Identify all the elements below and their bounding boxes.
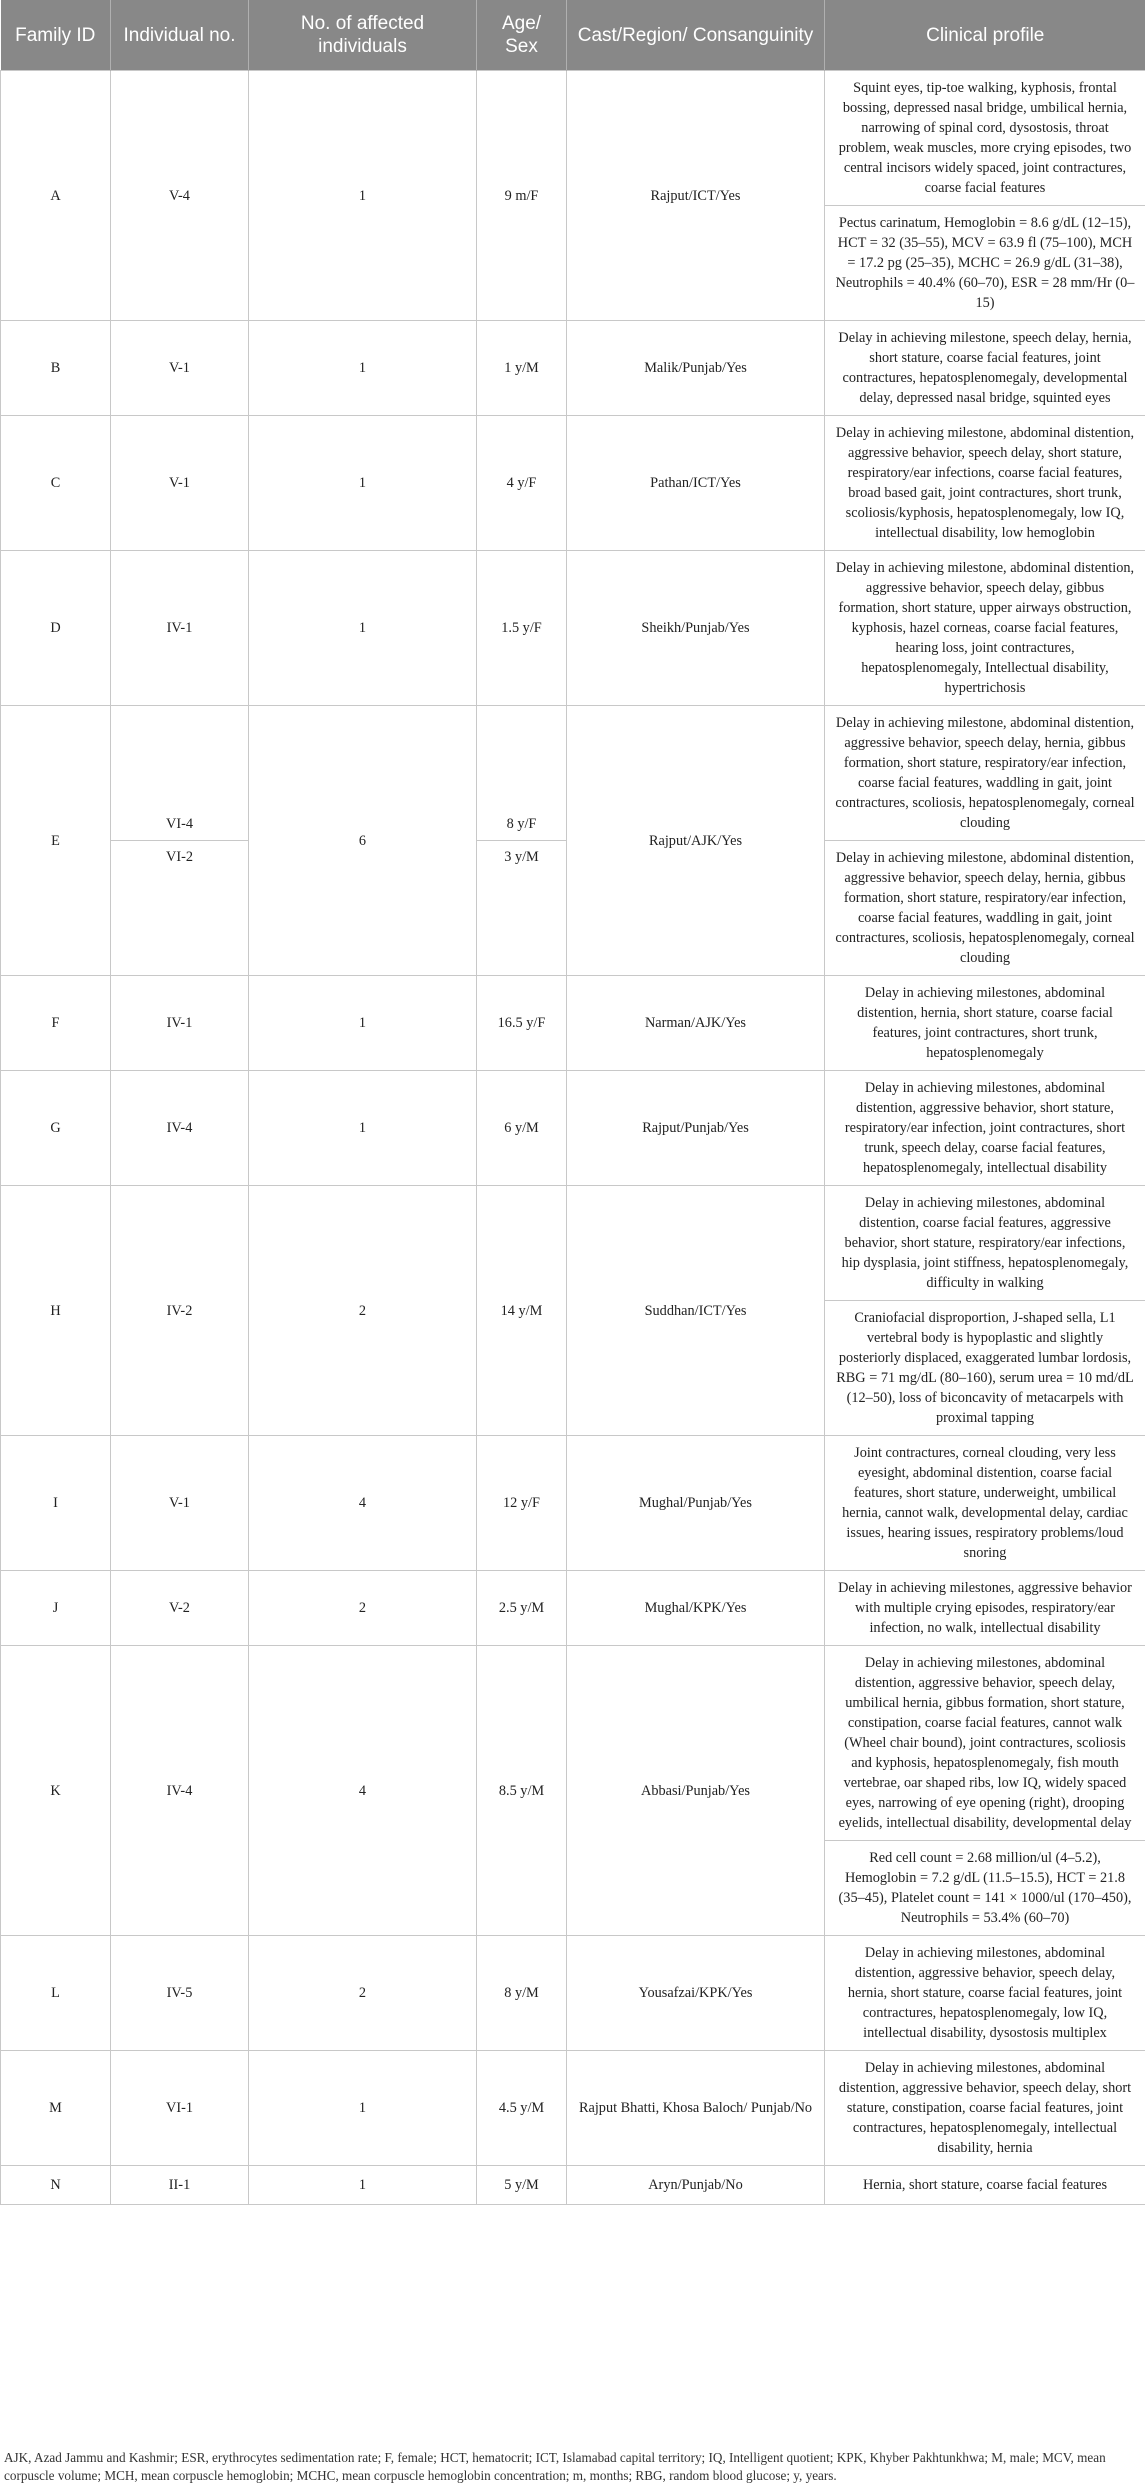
table-row	[1, 71, 1145, 206]
table-row	[1, 416, 1145, 551]
family-id-cell: L	[1, 1936, 111, 2051]
family-id-cell: A	[1, 71, 111, 321]
table-footnote: AJK, Azad Jammu and Kashmir; ESR, erythrocytes sedimentation rate; F, female; HCT, hematocrit; ICT, Islamabad capital territory; IQ, Intelligent quotient; KPK, Khyber Pakhtunkhwa; M, male; MCV, mean corpuscle volume; MCH, mean corpuscle hemoglobin; MCHC, mean corpuscle hemoglobin concentration; m, months; RBG, random blood glucose; y, years.	[4, 2450, 1106, 2483]
individual-cell: IV-1	[111, 551, 249, 706]
clinical-cell: Pectus carinatum, Hemoglobin = 8.6 g/dL (12–15), HCT = 32 (35–55), MCV = 63.9 fl (75–100), MCH = 17.2 pg (25–35), MCHC = 26.9 g/dL (31–38), Neutrophils = 40.4% (60–70), ESR = 28 mm/Hr (0–15)	[825, 206, 1145, 321]
affected-cell: 6	[249, 706, 477, 976]
individual-cell: V-1	[111, 1436, 249, 1571]
table-row	[1, 976, 1145, 1071]
family-id-cell: D	[1, 551, 111, 706]
age-sex-cell: 1.5 y/F	[477, 551, 567, 706]
table-row	[1, 2166, 1145, 2205]
header-age-sex: Age/ Sex	[477, 0, 567, 71]
age-sex-cell: 4.5 y/M	[477, 2051, 567, 2166]
age-sex-cell: 14 y/M	[477, 1186, 567, 1436]
age-sex-cell: 16.5 y/F	[477, 976, 567, 1071]
clinical-cell: Delay in achieving milestone, abdominal distention, aggressive behavior, speech delay, short stature, respiratory/ear infections, coarse facial features, broad based gait, joint contractures, short trunk, scoliosis/kyphosis, hepatosplenomegaly, low IQ, intellectual disability, low hemoglobin	[825, 416, 1145, 551]
age-sex-cell: 8 y/F	[477, 706, 567, 841]
family-id-cell: N	[1, 2166, 111, 2205]
cast-cell: Sheikh/Punjab/Yes	[567, 551, 825, 706]
age-sex-cell: 8.5 y/M	[477, 1646, 567, 1936]
clinical-cell: Delay in achieving milestones, abdominal distention, hernia, short stature, coarse facial features, joint contractures, short trunk, hepatosplenomegaly	[825, 976, 1145, 1071]
affected-cell: 2	[249, 1186, 477, 1436]
clinical-cell: Delay in achieving milestone, speech delay, hernia, short stature, coarse facial features, joint contractures, hepatosplenomegaly, developmental delay, depressed nasal bridge, squinted eyes	[825, 321, 1145, 416]
individual-cell: V-1	[111, 416, 249, 551]
header-individual-no: Individual no.	[111, 0, 249, 71]
clinical-cell: Delay in achieving milestones, aggressive behavior with multiple crying episodes, respiratory/ear infection, no walk, intellectual disability	[825, 1571, 1145, 1646]
individual-cell: V-4	[111, 71, 249, 321]
individual-cell: V-1	[111, 321, 249, 416]
individual-cell: VI-1	[111, 2051, 249, 2166]
individual-cell: IV-2	[111, 1186, 249, 1436]
cast-cell: Narman/AJK/Yes	[567, 976, 825, 1071]
cast-cell: Malik/Punjab/Yes	[567, 321, 825, 416]
family-id-cell: H	[1, 1186, 111, 1436]
family-id-cell: M	[1, 2051, 111, 2166]
header-clinical-profile: Clinical profile	[825, 0, 1145, 71]
age-sex-cell: 2.5 y/M	[477, 1571, 567, 1646]
clinical-cell: Joint contractures, corneal clouding, very less eyesight, abdominal distention, coarse facial features, short stature, underweight, umbilical hernia, cannot walk, developmental delay, cardiac issues, hearing issues, respiratory problems/loud snoring	[825, 1436, 1145, 1571]
cast-cell: Rajput/AJK/Yes	[567, 706, 825, 976]
individual-cell: IV-5	[111, 1936, 249, 2051]
table-row	[1, 1436, 1145, 1571]
age-sex-cell: 12 y/F	[477, 1436, 567, 1571]
affected-cell: 4	[249, 1436, 477, 1571]
table-row	[1, 1186, 1145, 1301]
family-id-cell: K	[1, 1646, 111, 1936]
family-id-cell: C	[1, 416, 111, 551]
table-row	[1, 1646, 1145, 1841]
header-cast-region: Cast/Region/ Consanguinity	[567, 0, 825, 71]
affected-cell: 1	[249, 321, 477, 416]
clinical-cell: Delay in achieving milestone, abdominal distention, aggressive behavior, speech delay, hernia, gibbus formation, short stature, respiratory/ear infection, coarse facial features, waddling in gait, joint contractures, scoliosis, hepatosplenomegaly, corneal clouding	[825, 706, 1145, 841]
table-row	[1, 321, 1145, 416]
cast-cell: Mughal/KPK/Yes	[567, 1571, 825, 1646]
header-family-id: Family ID	[1, 0, 111, 71]
cast-cell: Suddhan/ICT/Yes	[567, 1186, 825, 1436]
cast-cell: Rajput/ICT/Yes	[567, 71, 825, 321]
age-sex-cell: 1 y/M	[477, 321, 567, 416]
cast-cell: Aryn/Punjab/No	[567, 2166, 825, 2205]
affected-cell: 4	[249, 1646, 477, 1936]
individual-cell: V-2	[111, 1571, 249, 1646]
affected-cell: 1	[249, 71, 477, 321]
family-id-cell: E	[1, 706, 111, 976]
clinical-cell: Red cell count = 2.68 million/ul (4–5.2), Hemoglobin = 7.2 g/dL (11.5–15.5), HCT = 21.8 (35–45), Platelet count = 141 × 1000/ul (170–450), Neutrophils = 53.4% (60–70)	[825, 1841, 1145, 1936]
clinical-cell: Craniofacial disproportion, J-shaped sella, L1 vertebral body is hypoplastic and slightly posteriorly displaced, exaggerated lumbar lordosis, RBG = 71 mg/dL (80–160), serum urea = 10 md/dL (12–50), loss of biconcavity of metacarpels with proximal tapping	[825, 1301, 1145, 1436]
age-sex-cell: 5 y/M	[477, 2166, 567, 2205]
family-id-cell: F	[1, 976, 111, 1071]
individual-cell: VI-4	[111, 706, 249, 841]
clinical-cell: Delay in achieving milestone, abdominal distention, aggressive behavior, speech delay, gibbus formation, short stature, upper airways obstruction, kyphosis, hazel corneas, coarse facial features, hearing loss, joint contractures, hepatosplenomegaly, Intellectual disability, hypertrichosis	[825, 551, 1145, 706]
affected-cell: 1	[249, 416, 477, 551]
affected-cell: 1	[249, 551, 477, 706]
header-row	[1, 0, 1145, 71]
affected-cell: 1	[249, 1071, 477, 1186]
cast-cell: Pathan/ICT/Yes	[567, 416, 825, 551]
table-row	[1, 1071, 1145, 1186]
clinical-cell: Squint eyes, tip-toe walking, kyphosis, frontal bossing, depressed nasal bridge, umbilical hernia, narrowing of spinal cord, dysostosis, throat problem, weak muscles, more crying episodes, two central incisors widely spaced, joint contractures, coarse facial features	[825, 71, 1145, 206]
table-row	[1, 1936, 1145, 2051]
family-id-cell: G	[1, 1071, 111, 1186]
cast-cell: Rajput/Punjab/Yes	[567, 1071, 825, 1186]
individual-cell: IV-4	[111, 1646, 249, 1936]
affected-cell: 2	[249, 1936, 477, 2051]
family-id-cell: I	[1, 1436, 111, 1571]
family-id-cell: J	[1, 1571, 111, 1646]
age-sex-cell: 9 m/F	[477, 71, 567, 321]
clinical-cell: Delay in achieving milestones, abdominal distention, aggressive behavior, speech delay, hernia, short stature, coarse facial features, joint contractures, hepatosplenomegaly, low IQ, intellectual disability, dysostosis multiplex	[825, 1936, 1145, 2051]
individual-cell: IV-4	[111, 1071, 249, 1186]
age-sex-cell: 8 y/M	[477, 1936, 567, 2051]
clinical-cell: Delay in achieving milestones, abdominal distention, aggressive behavior, short stature, respiratory/ear infection, joint contractures, short trunk, speech delay, coarse facial features, hepatosplenomegaly, intellectual disability	[825, 1071, 1145, 1186]
affected-cell: 2	[249, 1571, 477, 1646]
clinical-cell: Delay in achieving milestones, abdominal distention, aggressive behavior, speech delay, short stature, constipation, coarse facial features, joint contractures, hepatosplenomegaly, intellectual disability, hernia	[825, 2051, 1145, 2166]
cast-cell: Yousafzai/KPK/Yes	[567, 1936, 825, 2051]
age-sex-cell: 4 y/F	[477, 416, 567, 551]
individual-cell: VI-2	[111, 841, 249, 976]
affected-cell: 1	[249, 2166, 477, 2205]
age-sex-cell: 6 y/M	[477, 1071, 567, 1186]
table-row	[1, 706, 1145, 841]
clinical-cell: Delay in achieving milestone, abdominal distention, aggressive behavior, speech delay, hernia, gibbus formation, short stature, respiratory/ear infection, coarse facial features, waddling in gait, joint contractures, scoliosis, hepatosplenomegaly, corneal clouding	[825, 841, 1145, 976]
clinical-cell: Hernia, short stature, coarse facial features	[825, 2166, 1145, 2205]
cast-cell: Abbasi/Punjab/Yes	[567, 1646, 825, 1936]
header-affected-count: No. of affected individuals	[249, 0, 477, 71]
affected-cell: 1	[249, 976, 477, 1071]
cast-cell: Rajput Bhatti, Khosa Baloch/ Punjab/No	[567, 2051, 825, 2166]
family-id-cell: B	[1, 321, 111, 416]
clinical-cell: Delay in achieving milestones, abdominal distention, aggressive behavior, speech delay, umbilical hernia, gibbus formation, short stature, constipation, coarse facial features, cannot walk (Wheel chair bound), joint contractures, scoliosis and kyphosis, hepatosplenomegaly, fish mouth vertebrae, oar shaped ribs, low IQ, widely spaced eyes, narrowing of eye opening (right), drooping eyelids, intellectual disability, developmental delay	[825, 1646, 1145, 1841]
affected-cell: 1	[249, 2051, 477, 2166]
table-row	[1, 1571, 1145, 1646]
age-sex-cell: 3 y/M	[477, 841, 567, 976]
cast-cell: Mughal/Punjab/Yes	[567, 1436, 825, 1571]
individual-cell: II-1	[111, 2166, 249, 2205]
clinical-cell: Delay in achieving milestones, abdominal distention, coarse facial features, aggressive behavior, short stature, respiratory/ear infections, hip dysplasia, joint stiffness, hepatosplenomegaly, difficulty in walking	[825, 1186, 1145, 1301]
table-row	[1, 551, 1145, 706]
individual-cell: IV-1	[111, 976, 249, 1071]
table-row	[1, 2051, 1145, 2166]
